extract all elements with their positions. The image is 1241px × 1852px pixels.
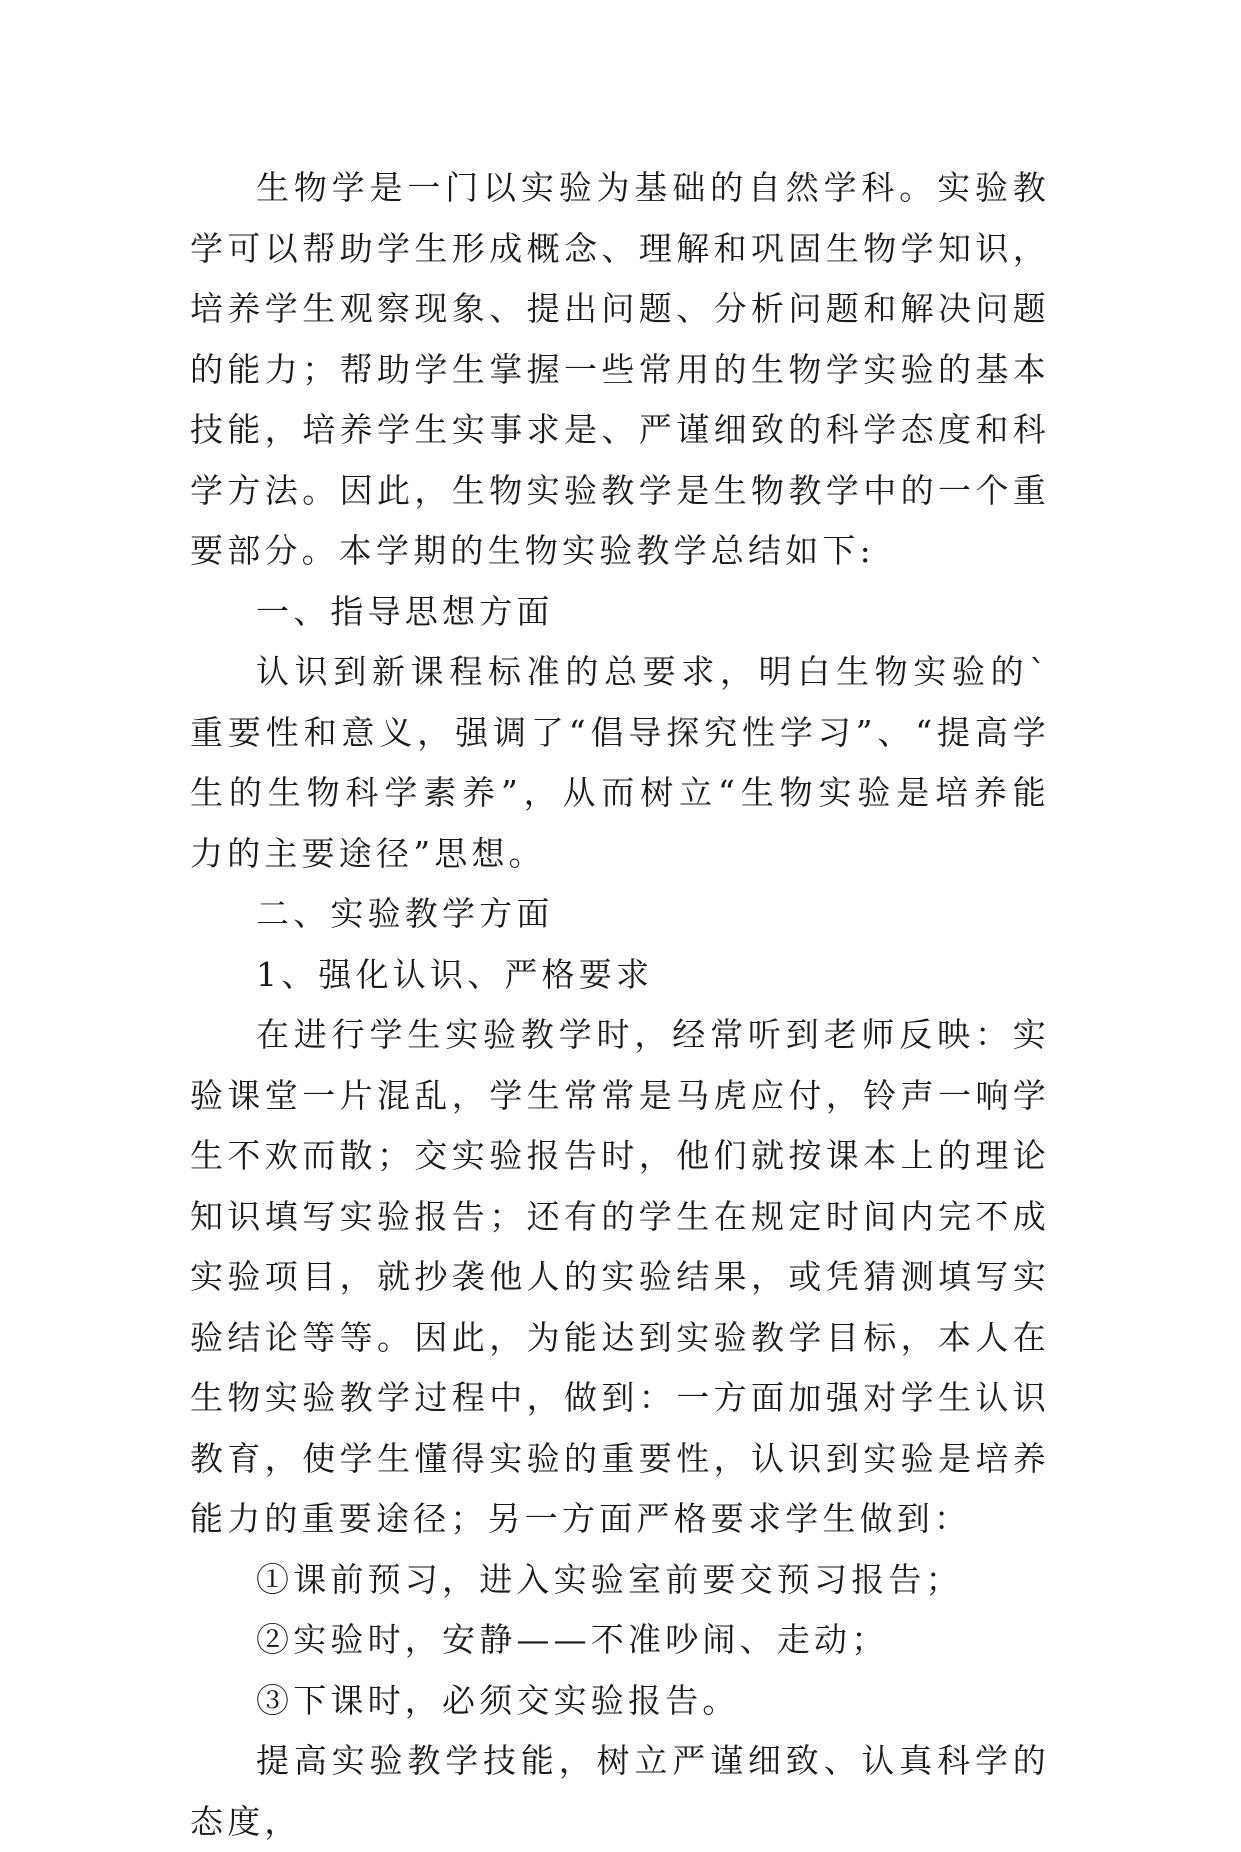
heading-experiment-teaching: 二、实验教学方面 — [256, 894, 554, 933]
paragraph-guiding-ideology: 认识到新课程标准的总要求，明白生物实验的`重要性和意义，强调了“倡导探究性学习”、“提高学生的生物科学素养”，从而树立“生物实验是培养能力的主要途径”思想。 — [190, 652, 1050, 873]
list-item-quiet: ②实验时，安静——不准吵闹、走动； — [256, 1620, 889, 1659]
paragraph-student-experiments: 在进行学生实验教学时，经常听到老师反映：实验课堂一片混乱，学生常常是马虎应付，铃声一响学生不欢而散；交实验报告时，他们就按课本上的理论知识填写实验报告；还有的学生在规定时间内完不成实验项目，就抄袭他人的实验结果，或凭猜测填写实验结论等等。因此，为能达到实验教学目标，本人在生物实验教学过程中，做到：一方面加强对学生认识教育，使学生懂得实验的重要性，认识到实验是培养能力的重要途径；另一方面严格要求学生做到： — [190, 1015, 1050, 1538]
list-item-report: ③下课时，必须交实验报告。 — [256, 1680, 740, 1720]
heading-guiding-ideology: 一、指导思想方面 — [256, 591, 554, 631]
paragraph-intro: 生物学是一门以实验为基础的自然学科。实验教学可以帮助学生形成概念、理解和巩固生物学知识，培养学生观察现象、提出问题、分析问题和解决问题的能力；帮助学生掌握一些常用的生物学实验的基本技能，培养学生实事求是、严谨细致的科学态度和科学方法。因此，生物实验教学是生物教学中的一个重要部分。本学期的生物实验教学总结如下: — [190, 168, 1050, 570]
list-item-preview: ①课前预习，进入实验室前要交预习报告； — [256, 1559, 963, 1599]
subheading-strengthen-awareness: 1、强化认识、严格要求 — [256, 954, 654, 994]
document-body — [190, 158, 1050, 1852]
paragraph-improve-skills: 提高实验教学技能，树立严谨细致、认真科学的态度， — [190, 1741, 1050, 1841]
